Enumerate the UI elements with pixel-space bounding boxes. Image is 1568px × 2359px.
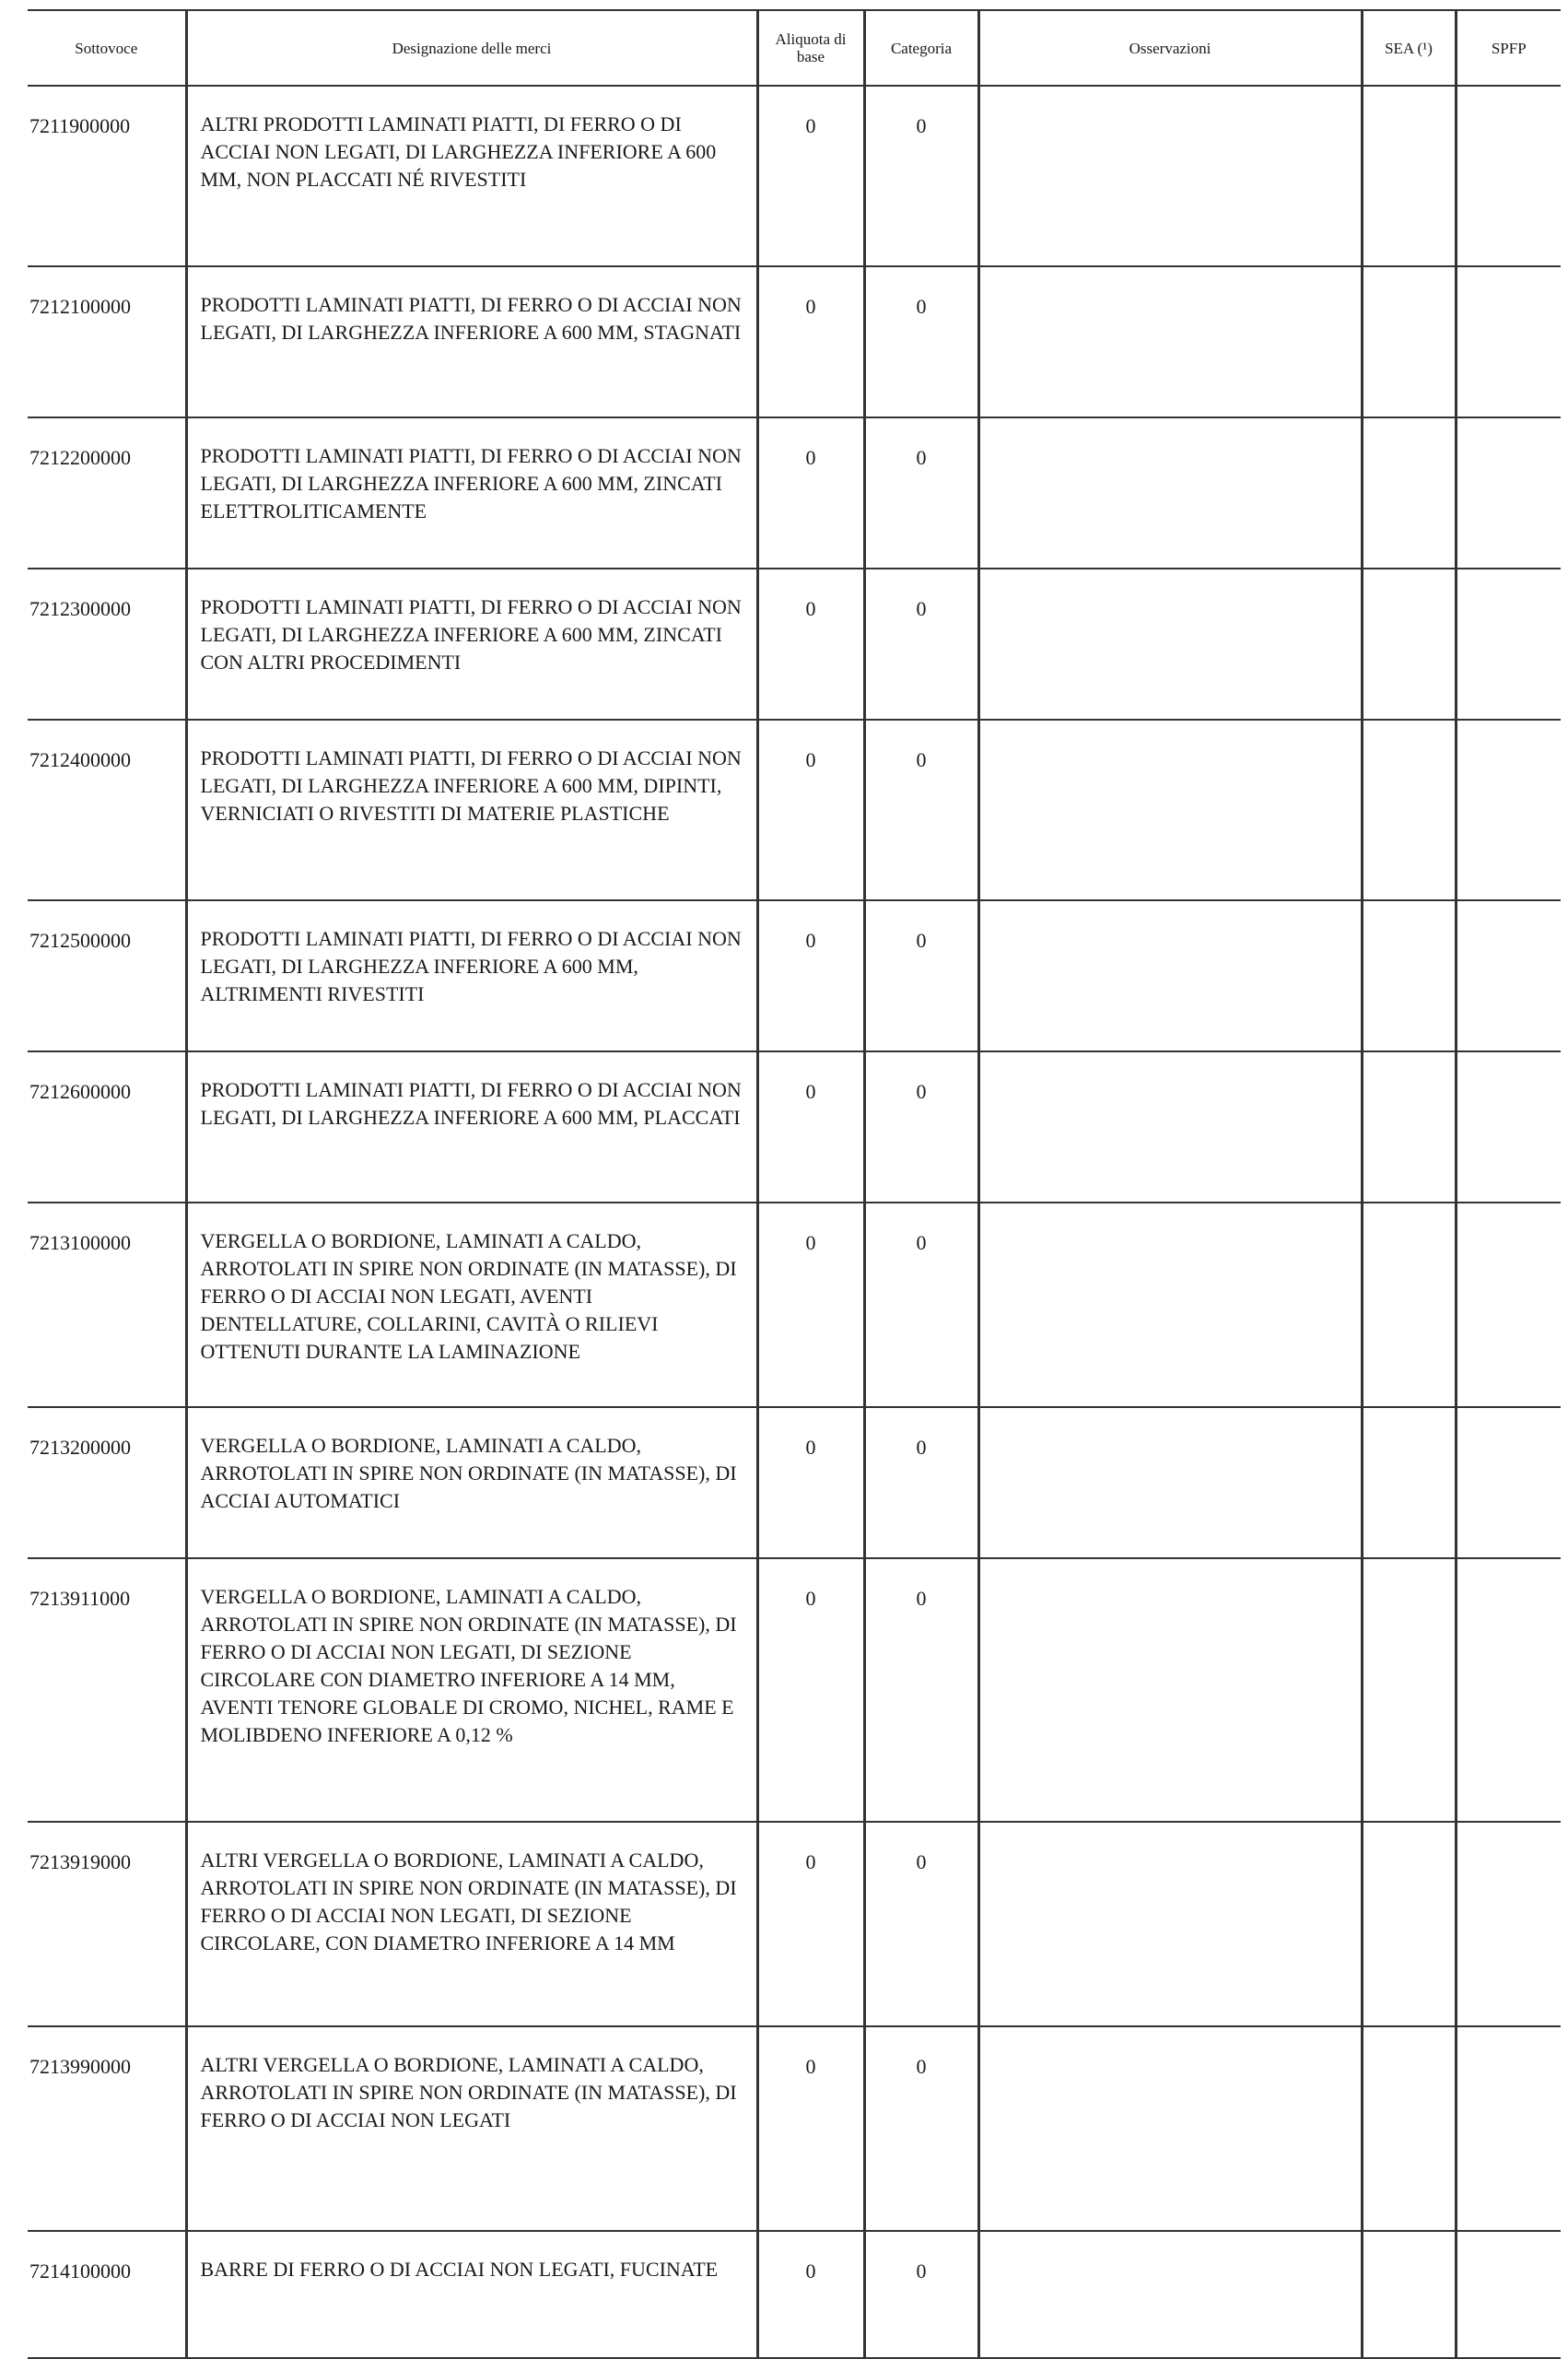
- table-row: [28, 569, 1561, 720]
- cell-designazione: PRODOTTI LAMINATI PIATTI, DI FERRO O DI ACCIAI NON LEGATI, DI LARGHEZZA INFERIORE A 600 MM, PLACCATI: [186, 1051, 757, 1203]
- cell-aliquota: 0: [757, 266, 864, 417]
- cell-aliquota: 0: [757, 1822, 864, 2026]
- table-row: [28, 417, 1561, 569]
- table-row: [28, 1407, 1561, 1558]
- cell-sea: [1362, 2231, 1456, 2358]
- cell-categoria: 0: [864, 1558, 978, 1822]
- cell-aliquota: 0: [757, 1407, 864, 1558]
- cell-designazione: VERGELLA O BORDIONE, LAMINATI A CALDO, ARROTOLATI IN SPIRE NON ORDINATE (IN MATASSE), DI FERRO O DI ACCIAI NON LEGATI, DI SEZIONE CIRCOLARE CON DIAMETRO INFERIORE A 14 MM, AVENTI TENORE GLOBALE DI CROMO, NICHEL, RAME E MOLIBDENO INFERIORE A 0,12 %: [186, 1558, 757, 1822]
- cell-sea: [1362, 86, 1456, 266]
- cell-categoria: 0: [864, 266, 978, 417]
- cell-sottovoce: 7211900000: [28, 86, 186, 266]
- cell-osservazioni: [978, 417, 1362, 569]
- cell-sottovoce: 7213990000: [28, 2026, 186, 2231]
- header-row: [28, 10, 1561, 86]
- cell-designazione: ALTRI VERGELLA O BORDIONE, LAMINATI A CALDO, ARROTOLATI IN SPIRE NON ORDINATE (IN MATASSE), DI FERRO O DI ACCIAI NON LEGATI: [186, 2026, 757, 2231]
- cell-aliquota: 0: [757, 417, 864, 569]
- cell-designazione: PRODOTTI LAMINATI PIATTI, DI FERRO O DI ACCIAI NON LEGATI, DI LARGHEZZA INFERIORE A 600 MM, ALTRIMENTI RIVESTITI: [186, 900, 757, 1051]
- cell-spfp: [1456, 2231, 1561, 2358]
- cell-osservazioni: [978, 900, 1362, 1051]
- cell-aliquota: 0: [757, 2026, 864, 2231]
- table-row: [28, 2026, 1561, 2231]
- cell-categoria: 0: [864, 417, 978, 569]
- header-osservazioni: Osservazioni: [978, 10, 1362, 86]
- cell-designazione: ALTRI PRODOTTI LAMINATI PIATTI, DI FERRO O DI ACCIAI NON LEGATI, DI LARGHEZZA INFERIORE A 600 MM, NON PLACCATI NÉ RIVESTITI: [186, 86, 757, 266]
- cell-sottovoce: 7212200000: [28, 417, 186, 569]
- cell-osservazioni: [978, 1051, 1362, 1203]
- tariff-table-container: [28, 9, 1561, 2359]
- cell-categoria: 0: [864, 1051, 978, 1203]
- cell-osservazioni: [978, 2026, 1362, 2231]
- cell-designazione: BARRE DI FERRO O DI ACCIAI NON LEGATI, FUCINATE: [186, 2231, 757, 2358]
- table-row: [28, 86, 1561, 266]
- table-row: [28, 266, 1561, 417]
- cell-designazione: PRODOTTI LAMINATI PIATTI, DI FERRO O DI ACCIAI NON LEGATI, DI LARGHEZZA INFERIORE A 600 MM, ZINCATI ELETTROLITICAMENTE: [186, 417, 757, 569]
- cell-aliquota: 0: [757, 1051, 864, 1203]
- cell-sea: [1362, 266, 1456, 417]
- cell-sottovoce: 7214100000: [28, 2231, 186, 2358]
- cell-designazione: VERGELLA O BORDIONE, LAMINATI A CALDO, ARROTOLATI IN SPIRE NON ORDINATE (IN MATASSE), DI ACCIAI AUTOMATICI: [186, 1407, 757, 1558]
- cell-categoria: 0: [864, 2231, 978, 2358]
- cell-sea: [1362, 2026, 1456, 2231]
- cell-categoria: 0: [864, 569, 978, 720]
- cell-spfp: [1456, 900, 1561, 1051]
- cell-spfp: [1456, 1558, 1561, 1822]
- header-spfp: SPFP: [1456, 10, 1561, 86]
- cell-sea: [1362, 569, 1456, 720]
- cell-sea: [1362, 720, 1456, 900]
- cell-sottovoce: 7213911000: [28, 1558, 186, 1822]
- cell-spfp: [1456, 2026, 1561, 2231]
- cell-designazione: VERGELLA O BORDIONE, LAMINATI A CALDO, ARROTOLATI IN SPIRE NON ORDINATE (IN MATASSE), DI FERRO O DI ACCIAI NON LEGATI, AVENTI DENTELLATURE, COLLARINI, CAVITÀ O RILIEVI OTTENUTI DURANTE LA LAMINAZIONE: [186, 1203, 757, 1407]
- cell-osservazioni: [978, 2231, 1362, 2358]
- cell-spfp: [1456, 1203, 1561, 1407]
- cell-spfp: [1456, 1407, 1561, 1558]
- cell-spfp: [1456, 1822, 1561, 2026]
- cell-sea: [1362, 1407, 1456, 1558]
- cell-designazione: ALTRI VERGELLA O BORDIONE, LAMINATI A CALDO, ARROTOLATI IN SPIRE NON ORDINATE (IN MATASSE), DI FERRO O DI ACCIAI NON LEGATI, DI SEZIONE CIRCOLARE, CON DIAMETRO INFERIORE A 14 MM: [186, 1822, 757, 2026]
- cell-osservazioni: [978, 1203, 1362, 1407]
- table-row: [28, 1051, 1561, 1203]
- cell-sottovoce: 7213200000: [28, 1407, 186, 1558]
- cell-sottovoce: 7212100000: [28, 266, 186, 417]
- cell-osservazioni: [978, 720, 1362, 900]
- cell-categoria: 0: [864, 1407, 978, 1558]
- cell-categoria: 0: [864, 720, 978, 900]
- cell-designazione: PRODOTTI LAMINATI PIATTI, DI FERRO O DI ACCIAI NON LEGATI, DI LARGHEZZA INFERIORE A 600 MM, ZINCATI CON ALTRI PROCEDIMENTI: [186, 569, 757, 720]
- cell-aliquota: 0: [757, 720, 864, 900]
- tariff-table: [28, 9, 1561, 2359]
- cell-designazione: PRODOTTI LAMINATI PIATTI, DI FERRO O DI ACCIAI NON LEGATI, DI LARGHEZZA INFERIORE A 600 MM, STAGNATI: [186, 266, 757, 417]
- cell-osservazioni: [978, 266, 1362, 417]
- table-row: [28, 1558, 1561, 1822]
- cell-sea: [1362, 1203, 1456, 1407]
- header-categoria: Categoria: [864, 10, 978, 86]
- table-row: [28, 2231, 1561, 2358]
- cell-osservazioni: [978, 569, 1362, 720]
- cell-aliquota: 0: [757, 1558, 864, 1822]
- cell-categoria: 0: [864, 2026, 978, 2231]
- cell-osservazioni: [978, 86, 1362, 266]
- cell-spfp: [1456, 417, 1561, 569]
- cell-spfp: [1456, 266, 1561, 417]
- cell-sottovoce: 7212500000: [28, 900, 186, 1051]
- cell-spfp: [1456, 1051, 1561, 1203]
- header-sea: SEA (¹): [1362, 10, 1456, 86]
- cell-designazione: PRODOTTI LAMINATI PIATTI, DI FERRO O DI ACCIAI NON LEGATI, DI LARGHEZZA INFERIORE A 600 MM, DIPINTI, VERNICIATI O RIVESTITI DI MATERIE PLASTICHE: [186, 720, 757, 900]
- cell-sottovoce: 7213100000: [28, 1203, 186, 1407]
- cell-spfp: [1456, 86, 1561, 266]
- cell-osservazioni: [978, 1558, 1362, 1822]
- header-aliquota: Aliquota di base: [757, 10, 864, 86]
- cell-sea: [1362, 417, 1456, 569]
- table-row: [28, 720, 1561, 900]
- cell-sottovoce: 7213919000: [28, 1822, 186, 2026]
- cell-aliquota: 0: [757, 900, 864, 1051]
- cell-categoria: 0: [864, 1203, 978, 1407]
- cell-categoria: 0: [864, 900, 978, 1051]
- cell-categoria: 0: [864, 86, 978, 266]
- cell-osservazioni: [978, 1407, 1362, 1558]
- table-row: [28, 1822, 1561, 2026]
- cell-categoria: 0: [864, 1822, 978, 2026]
- cell-sea: [1362, 1051, 1456, 1203]
- header-designazione: Designazione delle merci: [186, 10, 757, 86]
- cell-sea: [1362, 900, 1456, 1051]
- cell-osservazioni: [978, 1822, 1362, 2026]
- header-sottovoce: Sottovoce: [28, 10, 186, 86]
- cell-spfp: [1456, 569, 1561, 720]
- cell-sottovoce: 7212400000: [28, 720, 186, 900]
- cell-aliquota: 0: [757, 86, 864, 266]
- cell-sea: [1362, 1558, 1456, 1822]
- cell-aliquota: 0: [757, 1203, 864, 1407]
- cell-spfp: [1456, 720, 1561, 900]
- cell-aliquota: 0: [757, 2231, 864, 2358]
- cell-sottovoce: 7212600000: [28, 1051, 186, 1203]
- table-row: [28, 1203, 1561, 1407]
- cell-sea: [1362, 1822, 1456, 2026]
- cell-aliquota: 0: [757, 569, 864, 720]
- table-row: [28, 900, 1561, 1051]
- cell-sottovoce: 7212300000: [28, 569, 186, 720]
